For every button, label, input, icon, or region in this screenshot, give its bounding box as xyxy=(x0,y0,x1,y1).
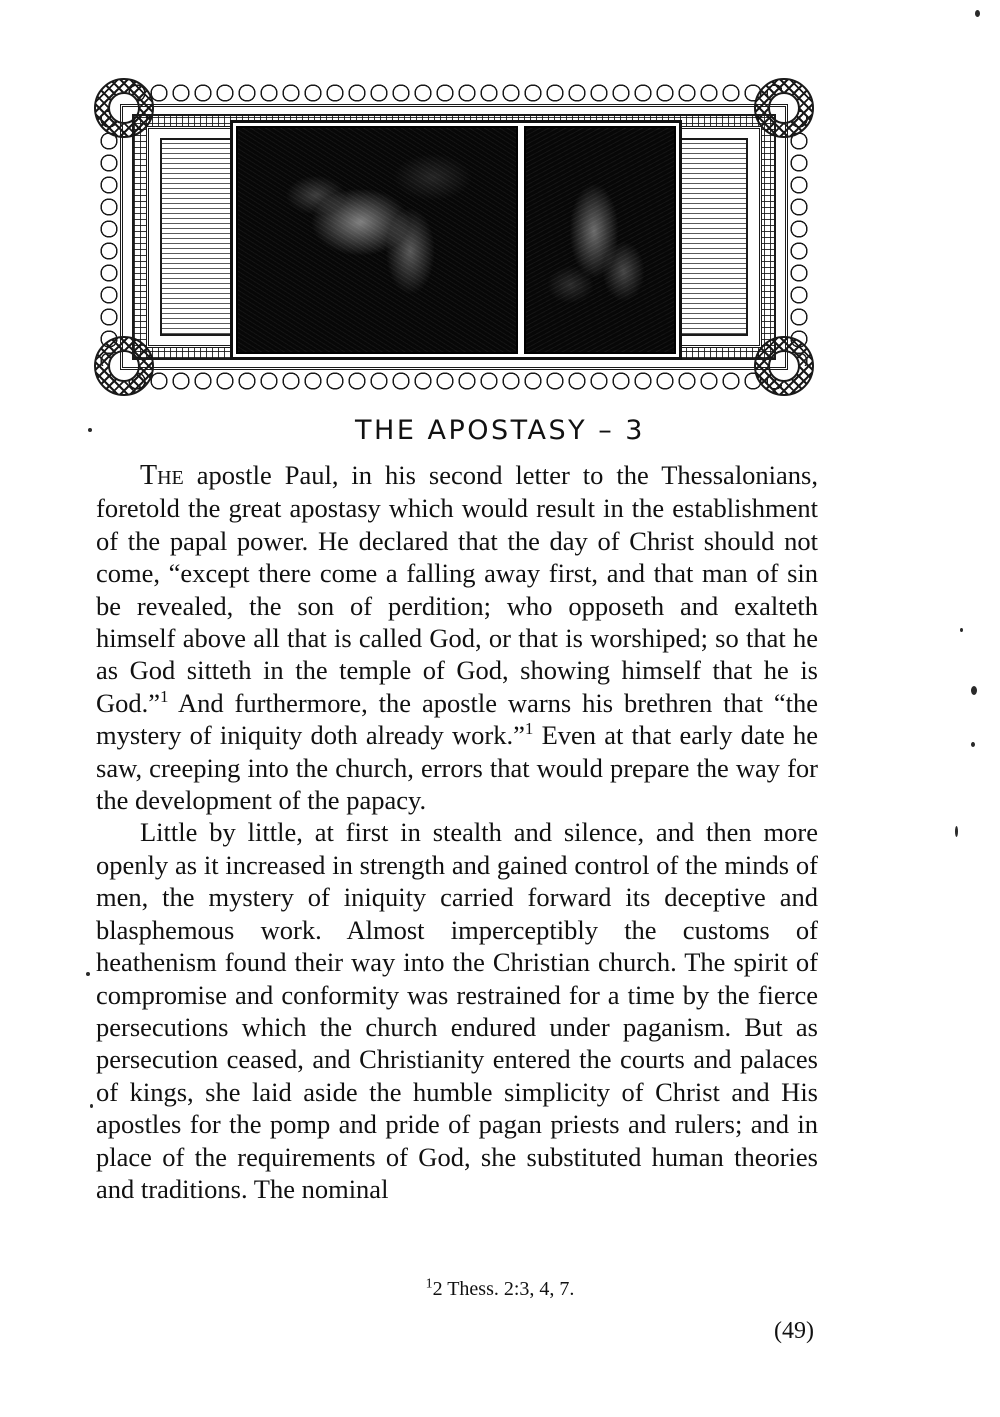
body-text xyxy=(96,459,818,1205)
scan-speck xyxy=(971,742,975,747)
engraving-plate-pair xyxy=(230,120,682,360)
paragraph-1-text-b: And furthermore, the apostle warns his brethren that “the mystery of iniquity doth already work.” xyxy=(96,687,818,751)
engraving-plate-right xyxy=(524,126,676,354)
paragraph-1-text-a: apostle Paul, in his second letter to the Thessalonians, foretold the great apostasy which would result in the establishment of the papal power. He declared that the day of Christ should not come, “except there come a falling away first, and that man of sin be revealed, the son of perdition; who opposeth and exalteth himself above all that is called God, or that is worshiped; so that he as God sitteth in the temple of God, showing himself that he is God.” xyxy=(96,460,818,718)
paragraph-1-text-c: Even at that early date he saw, creeping into the church, errors that would prepare the way for the development of the papacy. xyxy=(96,720,818,816)
footnote-mark: 1 xyxy=(425,1276,433,1292)
page-title: THE APOSTASY – 3 xyxy=(355,415,645,446)
footnote-text: 2 Thess. 2:3, 4, 7. xyxy=(432,1278,575,1300)
paragraph-2-text: Little by little, at first in stealth and silence, and then more openly as it increased in strength and gained control of the minds of men, the mystery of iniquity carried forward its deceptive and blasphemous work. Almost imperceptibly the customs of heathenism found their way into the Christian church. The spirit of compromise and conformity was restrained for a time by the fierce persecutions which the church endured under paganism. But as persecution ceased, and Christianity entered the courts and palaces of kings, she laid aside the humble simplicity of Christ and His apostles for the pomp and pride of pagan priests and rulers; and in place of the requirements of God, she substituted human theories and traditions. The nominal xyxy=(96,817,818,1204)
page-number: (49) xyxy=(774,1318,814,1344)
engraving-plate-left xyxy=(236,126,518,354)
scallop-border-bottom xyxy=(126,370,782,392)
footnote-reference: 1 xyxy=(160,687,169,707)
scan-speck xyxy=(88,428,92,432)
footnote xyxy=(0,1278,1000,1301)
scallop-border-right xyxy=(788,108,810,366)
scan-speck xyxy=(960,628,963,632)
paragraph-2 xyxy=(96,816,818,1205)
footnote-reference: 1 xyxy=(524,719,534,739)
scan-speck xyxy=(86,972,90,976)
scan-speck xyxy=(955,826,958,837)
scallop-border-top xyxy=(126,82,782,104)
illustration-block xyxy=(98,82,810,392)
scan-speck xyxy=(975,10,980,17)
paragraph-lead-smallcaps: The xyxy=(140,460,184,491)
scan-speck xyxy=(90,1104,93,1108)
paragraph-1 xyxy=(96,459,818,816)
scallop-border-left xyxy=(98,108,120,366)
scan-speck xyxy=(971,686,977,695)
